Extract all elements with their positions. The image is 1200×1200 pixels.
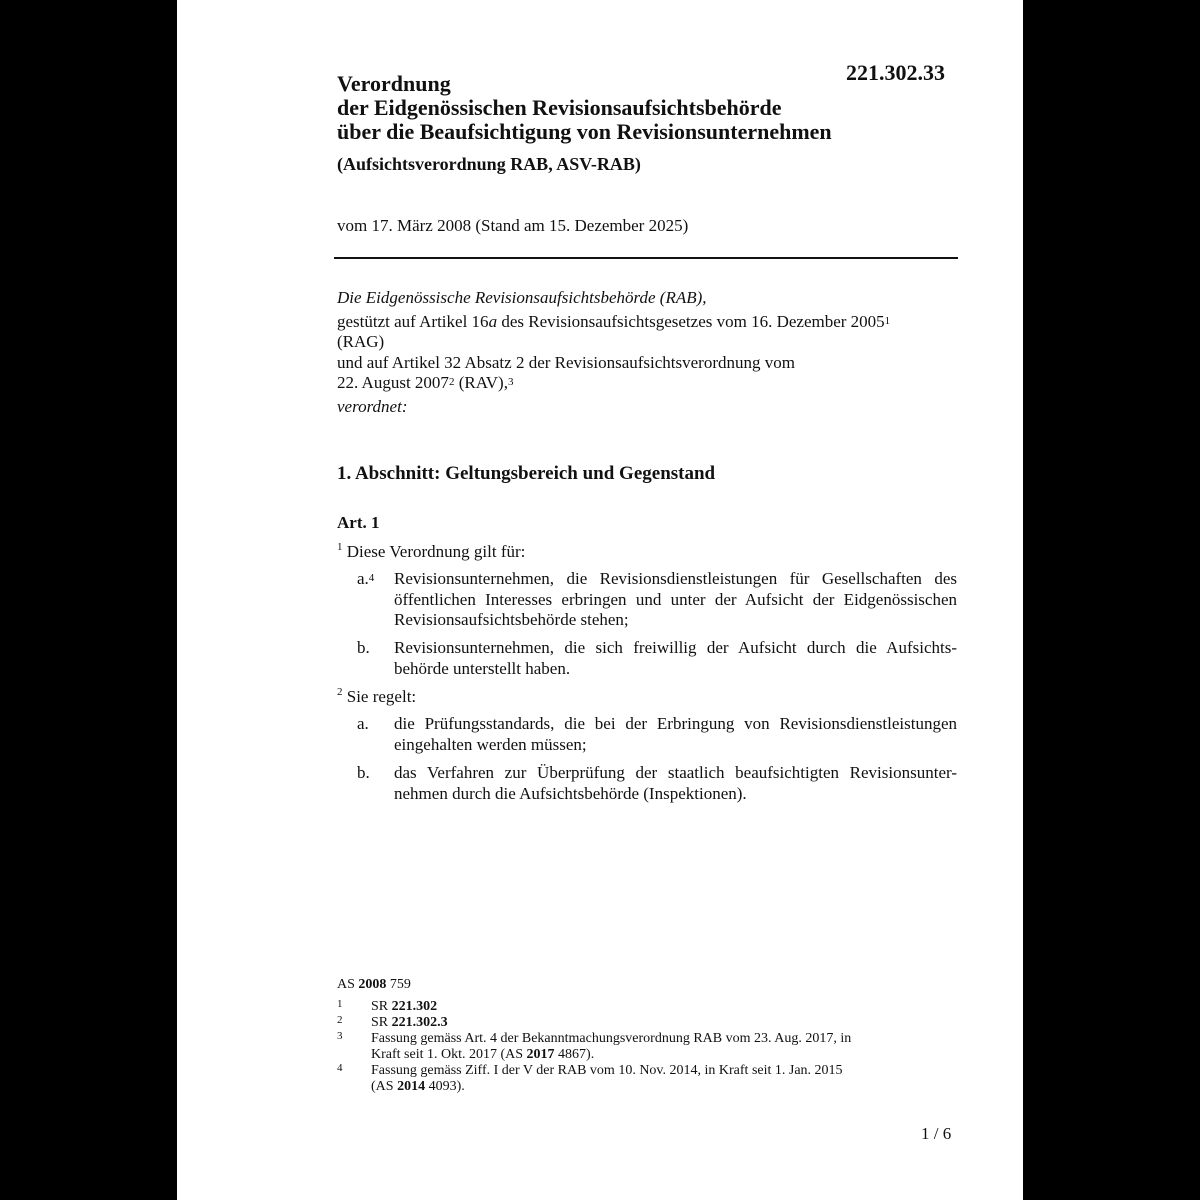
article-heading: Art. 1 [337, 513, 380, 532]
footnote-ref-3[interactable]: 3 [507, 376, 514, 388]
preamble [337, 288, 890, 417]
sr-number: 221.302.33 [846, 60, 945, 85]
preamble-authority: Die Eidgenössische Revisionsaufsichtsbehörde (RAB), [337, 288, 707, 307]
footnote-ref-1[interactable]: 1 [884, 314, 891, 327]
footnote-ref-4[interactable]: 4 [368, 572, 375, 584]
as-reference: AS 2008 759 [337, 977, 411, 992]
document-page: 221.302.33 Verordnung der Eidgenössischen Revisionsaufsichtsbehörde über die Beaufsichtigung von Revisionsunternehmen (Aufsichtsverordnung RAB, ASV-RAB) vom 17. März 2008 (Stand am 15. Dezember 2025) Die Eidgenössische Revisionsaufsichtsbehörde (RAB), gestützt auf Artikel 16a des Revisionsaufsichtsgesetzes vom 16. Dezember 2005$^1$ (RAG) und auf Artikel 32 Absatz 2 der Revisionsaufsichtsverordnung vom 22. August 2007$^2$ (RAV),$^3$ verordnet: 1. Abschnitt: Geltungsbereich und Gegenstand Art. 1 $^1$ Diese Verordnung gilt für: a.$^4$ Revisionsunternehmen, die Revisionsdienstleistungen für Gesellschaften des öffentlichen Interesses erbringen und unter der Aufsicht der Eidgenössischen Revisionsaufsichtsbehörde stehen; b. Revisionsunternehmen, die sich freiwillig der Aufsicht durch die Aufsichts-behörde unterstellt haben. $^2$ Sie regelt: a. die Prüfungsstandards, die bei der Erbringung von Revisionsdienstleistungen eingehalten werden müssen; b. das Verfahren zur Überprüfung der staatlich beaufsichtigten Revisionsunter-nehmen durch die Aufsichtsbehörde (Inspektionen). AS 2008 759 1 SR 221.302 2 SR 221.302.3 3 Fassung gemäss Art. 4 der Bekanntmachungsverordnung RAB vom 23. Aug. 2017, in Kraft seit 1. Okt. 2017 (AS 2017 4867). 4 Fassung gemäss Ziff. I der V der RAB vom 10. Nov. 2014, in Kraft seit 1. Jan. 2015 (AS 2014 4093). 1 / 6 [177, 0, 1023, 1200]
paragraph-2-intro: $^2$ Sie regelt: [337, 686, 417, 706]
preamble-line-4: 22. August 2007$^2$ (RAV),$^3$ [337, 373, 514, 392]
preamble-line-3: und auf Artikel 32 Absatz 2 der Revisionsaufsichtsverordnung vom [337, 352, 795, 372]
page-number: 1 / 6 [921, 1124, 952, 1143]
title-line-1: Verordnung [337, 71, 451, 96]
title-divider [334, 257, 958, 259]
paragraph-1-intro: $^1$ Diese Verordnung gilt für: [337, 541, 526, 561]
section-heading: 1. Abschnitt: Geltungsbereich und Gegenstand [337, 463, 716, 484]
document-title [337, 72, 832, 144]
document-subtitle: (Aufsichtsverordnung RAB, ASV-RAB) [337, 154, 641, 174]
title-line-2: der Eidgenössischen Revisionsaufsichtsbehörde [337, 95, 782, 120]
title-line-3: über die Beaufsichtigung von Revisionsunternehmen [337, 119, 832, 144]
preamble-line-2: (RAG) [337, 332, 385, 351]
date-line: vom 17. März 2008 (Stand am 15. Dezember 2025) [337, 216, 689, 235]
footnote-ref-2[interactable]: 2 [448, 376, 455, 388]
preamble-verordnet: verordnet: [337, 396, 408, 416]
preamble-line-1: gestützt auf Artikel 16a des Revisionsaufsichtsgesetzes vom 16. Dezember 2005$^1$ [337, 311, 891, 331]
